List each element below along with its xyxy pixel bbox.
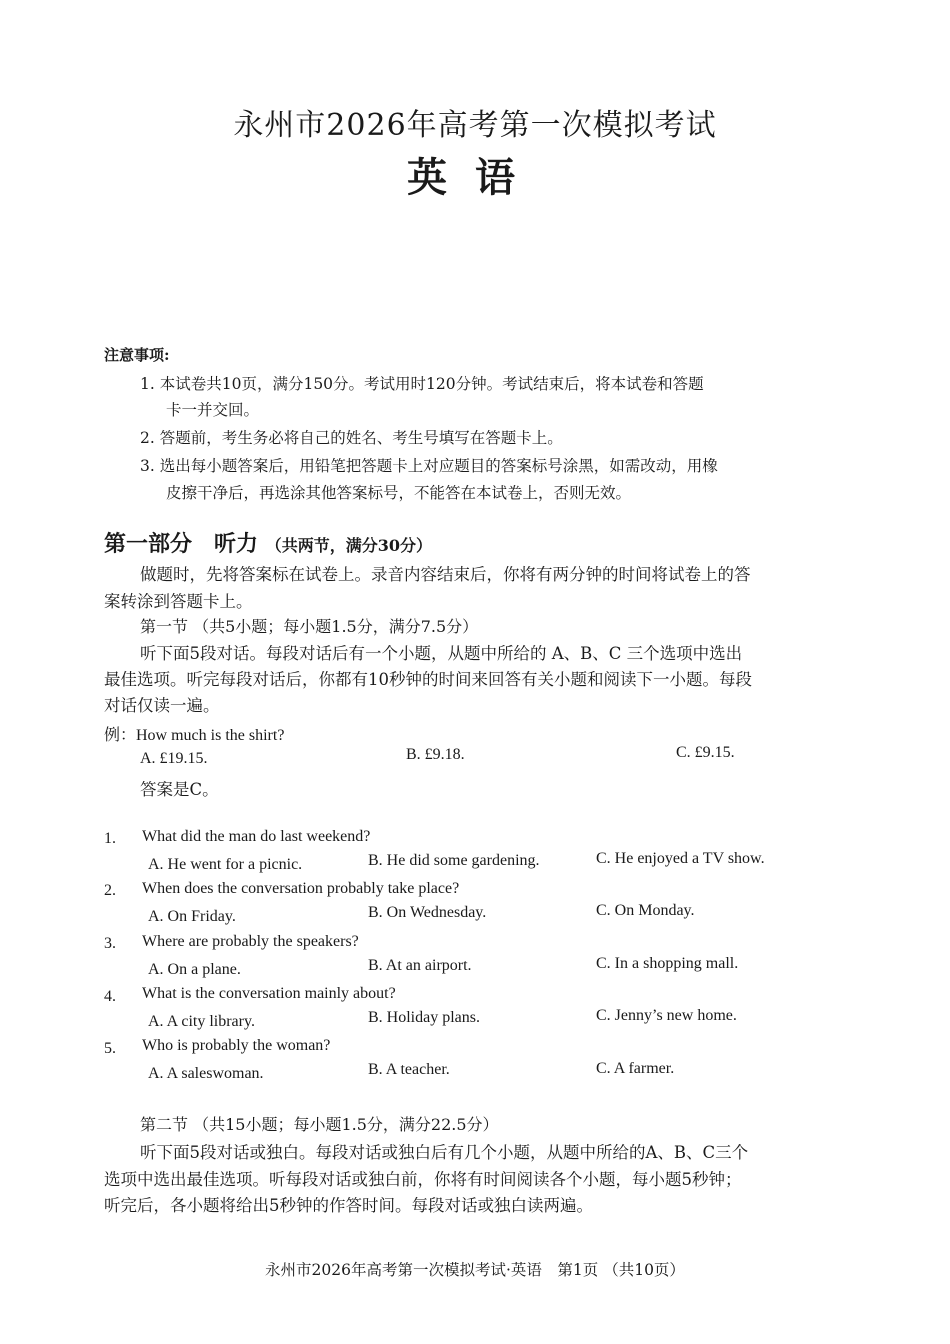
option-c: C. He enjoyed a TV show.	[596, 850, 765, 867]
section1-heading: 第一节 （共5小题；每小题1.5分，满分7.5分）	[140, 617, 479, 636]
option-c: C. A farmer.	[596, 1060, 675, 1077]
note-3-cont: 皮擦干净后，再选涂其他答案标号，不能答在本试卷上，否则无效。	[166, 484, 632, 502]
example-option-b: B. £9.18.	[406, 746, 465, 763]
example-question: 例：How much is the shirt?	[104, 727, 285, 744]
note-2	[140, 426, 563, 448]
section2-line2: 选项中选出最佳选项。听每段对话或独白前，你将有时间阅读各个小题，每小题5秒钟；	[104, 1170, 742, 1189]
question-number: 1.	[104, 830, 116, 847]
section1-instr-line2: 最佳选项。听完每段对话后，你都有10秒钟的时间来回答有关小题和阅读下一小题。每段	[104, 670, 752, 689]
note-number: 1.	[140, 375, 155, 393]
part1-intro-line2: 案转涂到答题卡上。	[104, 592, 253, 611]
part1-subtitle: （共两节，满分30分）	[265, 536, 432, 555]
option-c: C. Jenny’s new home.	[596, 1007, 737, 1024]
note-1-cont: 卡一并交回。	[166, 401, 260, 419]
question-text: What did the man do last weekend?	[142, 828, 371, 845]
option-a: A. On a plane.	[148, 961, 241, 978]
exam-title: 永州市2026年高考第一次模拟考试	[233, 108, 717, 143]
note-number: 3.	[140, 457, 155, 475]
question-text: What is the conversation mainly about?	[142, 985, 396, 1002]
part1-intro-line1: 做题时，先将答案标在试卷上。录音内容结束后，你将有两分钟的时间将试卷上的答	[140, 565, 751, 584]
option-b: B. On Wednesday.	[368, 904, 487, 921]
note-text: 答题前，考生务必将自己的姓名、考生号填写在答题卡上。	[159, 429, 563, 447]
question-number: 3.	[104, 935, 116, 952]
part1-title: 第一部分 听力	[104, 531, 259, 557]
note-text: 本试卷共10页，满分150分。考试用时120分钟。考试结束后，将本试卷和答题	[159, 375, 704, 393]
question-text: When does the conversation probably take place?	[142, 880, 460, 897]
question-number: 2.	[104, 882, 116, 899]
option-a: A. He went for a picnic.	[148, 856, 303, 873]
option-c: C. In a shopping mall.	[596, 955, 739, 972]
example-option-a: A. £19.15.	[140, 750, 208, 767]
example-option-c: C. £9.15.	[676, 744, 735, 761]
option-b: B. Holiday plans.	[368, 1009, 480, 1026]
note-text: 选出每小题答案后，用铅笔把答题卡上对应题目的答案标号涂黑，如需改动，用橡	[159, 457, 718, 475]
option-c: C. On Monday.	[596, 902, 695, 919]
note-1	[140, 372, 704, 394]
subject-title: 英语	[407, 154, 543, 201]
question-number: 5.	[104, 1040, 116, 1057]
section2-heading: 第二节 （共15小题；每小题1.5分，满分22.5分）	[140, 1115, 499, 1134]
section2-line3: 听完后，各小题将给出5秒钟的作答时间。每段对话或独白读两遍。	[104, 1196, 593, 1215]
option-a: A. A city library.	[148, 1013, 255, 1030]
question-text: Who is probably the woman?	[142, 1037, 331, 1054]
question-number: 4.	[104, 988, 116, 1005]
option-b: B. A teacher.	[368, 1061, 450, 1078]
question-text: Where are probably the speakers?	[142, 933, 359, 950]
section1-instr-line3: 对话仅读一遍。	[104, 696, 220, 715]
section1-instr-line1: 听下面5段对话。每段对话后有一个小题，从题中所给的 A、B、C 三个选项中选出	[140, 644, 743, 663]
option-a: A. On Friday.	[148, 908, 236, 925]
example-answer: 答案是C。	[140, 780, 219, 799]
part1-heading	[104, 527, 432, 558]
option-b: B. At an airport.	[368, 957, 472, 974]
option-a: A. A saleswoman.	[148, 1065, 264, 1082]
notes-heading: 注意事项:	[104, 346, 170, 364]
note-number: 2.	[140, 429, 155, 447]
section2-line1: 听下面5段对话或独白。每段对话或独白后有几个小题，从题中所给的A、B、C三个	[140, 1143, 749, 1162]
page-footer: 永州市2026年高考第一次模拟考试·英语 第1页 （共10页）	[265, 1261, 685, 1279]
note-3	[140, 454, 718, 476]
option-b: B. He did some gardening.	[368, 852, 540, 869]
